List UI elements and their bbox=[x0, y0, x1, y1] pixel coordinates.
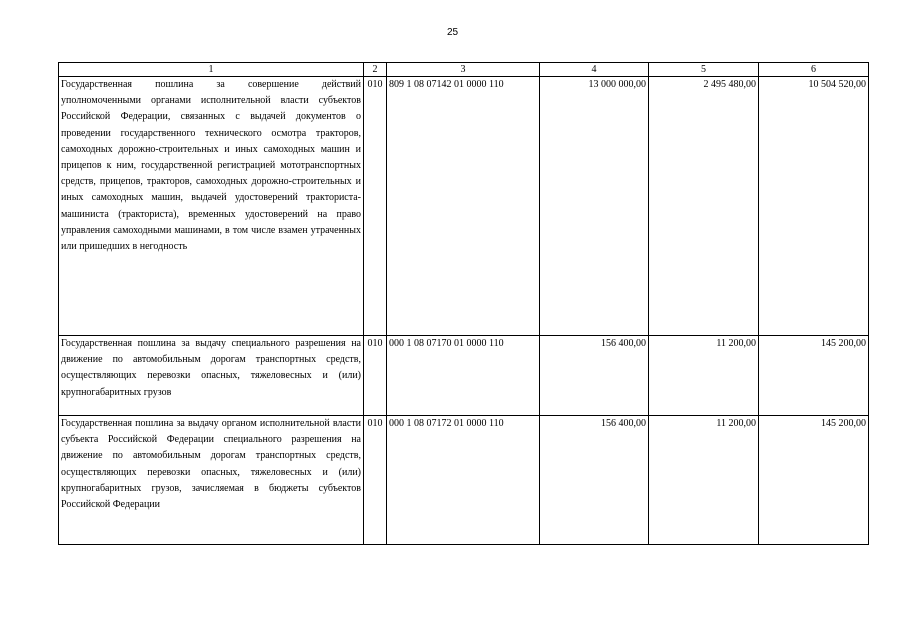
amount-col6-cell: 10 504 520,00 bbox=[759, 77, 869, 336]
column-header: 2 bbox=[364, 63, 387, 77]
budget-table bbox=[58, 62, 869, 545]
amount-col5-cell: 11 200,00 bbox=[649, 416, 759, 545]
administrator-code-cell: 010 bbox=[364, 336, 387, 416]
amount-col6-cell: 145 200,00 bbox=[759, 336, 869, 416]
page-number: 25 bbox=[446, 27, 459, 38]
table-row bbox=[59, 336, 869, 416]
amount-col4-cell: 156 400,00 bbox=[540, 336, 649, 416]
column-header: 4 bbox=[540, 63, 649, 77]
amount-col5-cell: 11 200,00 bbox=[649, 336, 759, 416]
revenue-name-cell: Государственная пошлина за совершение действий уполномоченными органами исполнительной власти субъектов Российской Федерации, связанных с выдачей документов о проведении государственного технического осмотра тракторов, самоходных дорожно-строительных и иных самоходных машин и прицепов к ним, государственной регистрацией мототранспортных средств, прицепов, тракторов, самоходных дорожно-строительных и иных самоходных машин, выдачей удостоверений тракториста-машиниста (тракториста), временных удостоверений на право управления самоходными машинами, в том числе взамен утраченных или пришедших в негодность bbox=[59, 77, 364, 336]
table-header-row bbox=[59, 63, 869, 77]
column-header: 1 bbox=[59, 63, 364, 77]
budget-classification-code-cell: 000 1 08 07170 01 0000 110 bbox=[387, 336, 540, 416]
amount-col5-cell: 2 495 480,00 bbox=[649, 77, 759, 336]
amount-col4-cell: 13 000 000,00 bbox=[540, 77, 649, 336]
table-row bbox=[59, 416, 869, 545]
revenue-name-cell: Государственная пошлина за выдачу органом исполнительной власти субъекта Российской Федерации специального разрешения на движение по автомобильным дорогам транспортных средств, осуществляющих перевозки опасных, тяжеловесных и (или) крупногабаритных грузов, зачисляемая в бюджеты субъектов Российской Федерации bbox=[59, 416, 364, 545]
amount-col4-cell: 156 400,00 bbox=[540, 416, 649, 545]
budget-classification-code-cell: 809 1 08 07142 01 0000 110 bbox=[387, 77, 540, 336]
revenue-name-cell: Государственная пошлина за выдачу специального разрешения на движение по автомобильным дорогам транспортных средств, осуществляющих перевозки опасных, тяжеловесных и (или) крупногабаритных грузов bbox=[59, 336, 364, 416]
amount-col6-cell: 145 200,00 bbox=[759, 416, 869, 545]
table-row bbox=[59, 77, 869, 336]
administrator-code-cell: 010 bbox=[364, 77, 387, 336]
column-header: 6 bbox=[759, 63, 869, 77]
column-header: 5 bbox=[649, 63, 759, 77]
budget-classification-code-cell: 000 1 08 07172 01 0000 110 bbox=[387, 416, 540, 545]
column-header: 3 bbox=[387, 63, 540, 77]
administrator-code-cell: 010 bbox=[364, 416, 387, 545]
